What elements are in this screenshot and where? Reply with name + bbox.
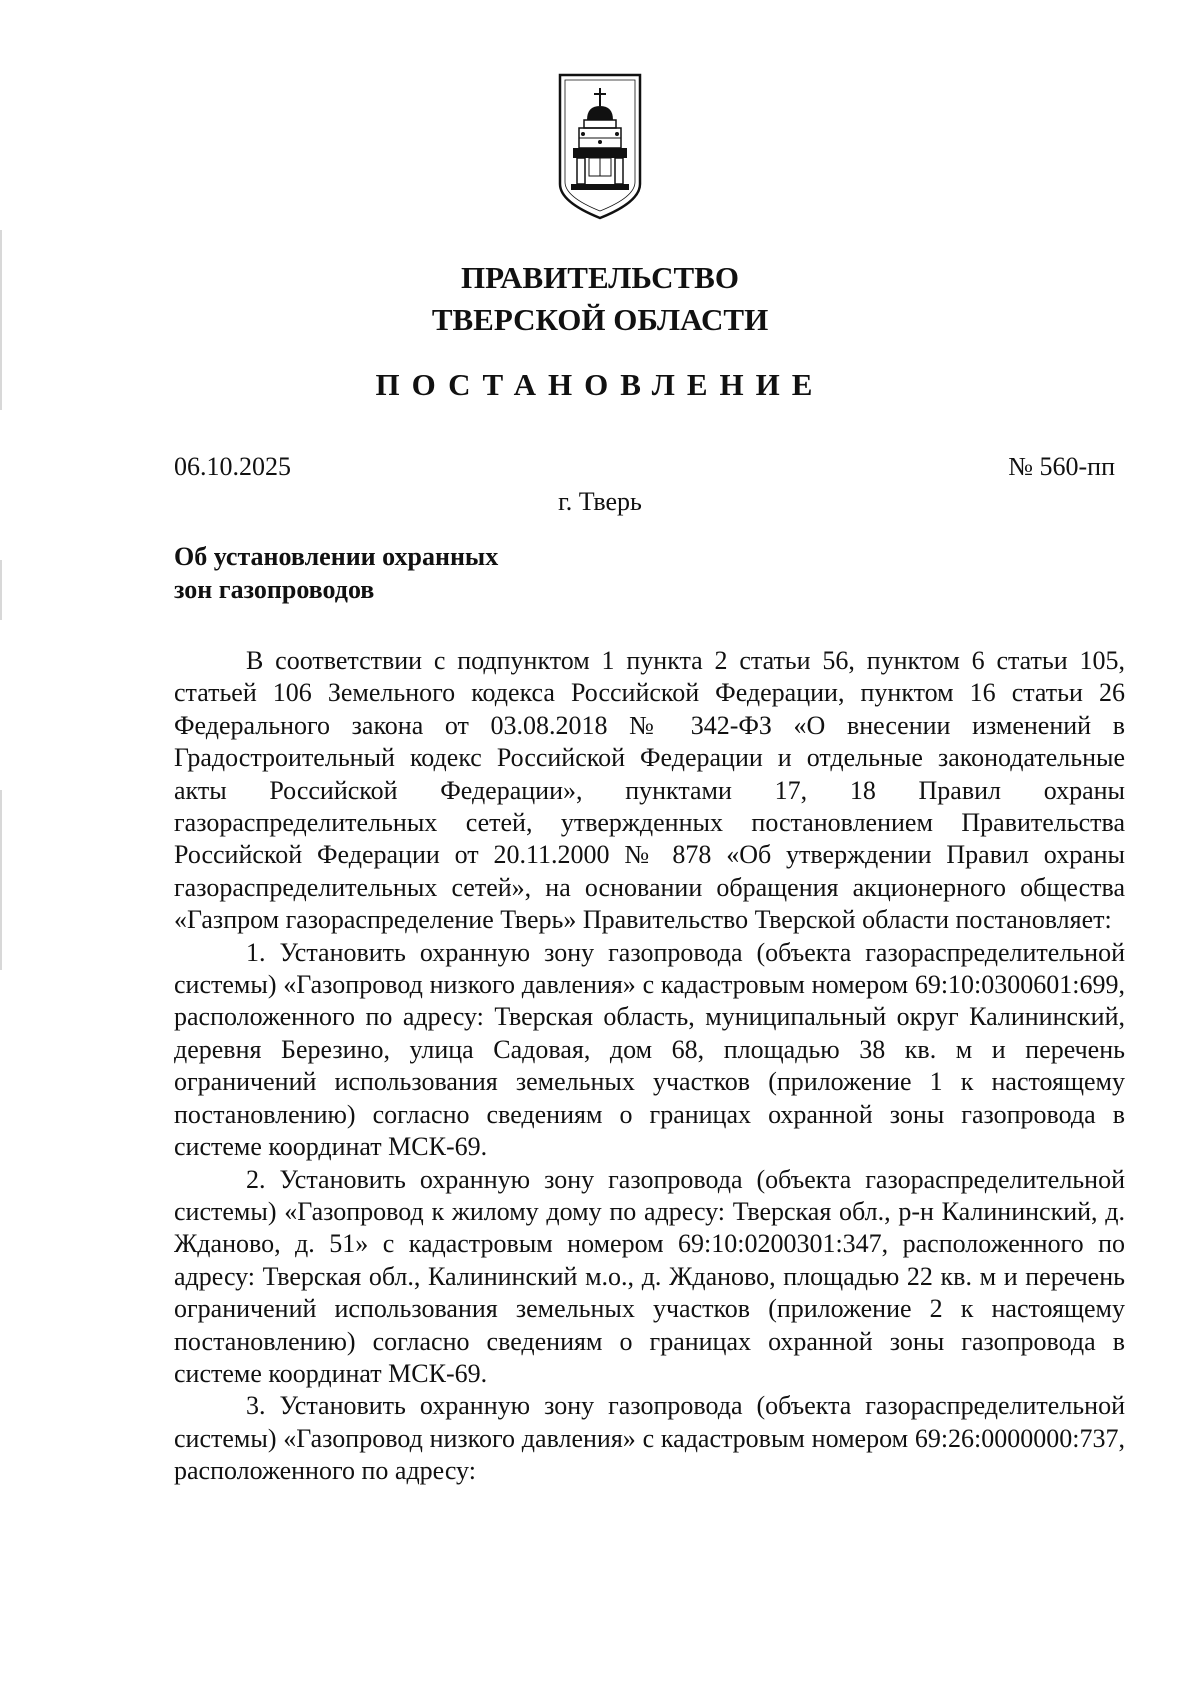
document-date: 06.10.2025 bbox=[174, 452, 291, 481]
clause-paragraph-1: 1. Установить охранную зону газопровода (объекта газораспределительной системы) «Газопровод низкого давления» с кадастровым номером 69:10:0300601:699, расположенного по адресу: Тверская область, муниципальный округ Калининский, деревня Березино, улица Садовая, дом 68, площадью 38 кв. м и перечень ограничений использования земельных участков (приложение 1 к настоящему постановлению) согласно сведениям о границах охранной зоны газопровода в системе координат МСК-69. bbox=[174, 937, 1125, 1162]
document-number: № 560-пп bbox=[1008, 452, 1115, 481]
org-title-line2: ТВЕРСКОЙ ОБЛАСТИ bbox=[431, 302, 769, 337]
scan-edge-mark bbox=[0, 790, 2, 970]
document-city: г. Тверь bbox=[558, 487, 642, 516]
subject-line2: зон газопроводов bbox=[174, 575, 375, 604]
clause-paragraph-3: 3. Установить охранную зону газопровода (объекта газораспределительной системы) «Газопровод низкого давления» с кадастровым номером 69:26:0000000:737, расположенного по адресу: bbox=[174, 1391, 1125, 1486]
scan-edge-mark bbox=[0, 560, 2, 620]
clause-paragraph-2: 2. Установить охранную зону газопровода (объекта газораспределительной системы) «Газопровод к жилому дому по адресу: Тверская обл., р-н Калининский, д. Жданово, д. 51» с кадастровым номером 69:10:0200301:347, расположенного по адресу: Тверская обл., Калининский м.о., д. Жданово, площадью 22 кв. м и перечень ограничений использования земельных участков (приложение 2 к настоящему постановлению) согласно сведениям о границах охранной зоны газопровода в системе координат МСК-69. bbox=[174, 1164, 1125, 1388]
document-subject bbox=[174, 540, 674, 606]
coat-of-arms-emblem bbox=[557, 72, 643, 222]
subject-line1: Об установлении охранных bbox=[174, 542, 499, 571]
org-title-line1: ПРАВИТЕЛЬСТВО bbox=[461, 260, 739, 295]
document-type-heading: ПОСТАНОВЛЕНИЕ bbox=[375, 367, 825, 402]
preamble-paragraph: В соответствии с подпунктом 1 пункта 2 статьи 56, пунктом 6 статьи 105, статьей 106 Земельного кодекса Российской Федерации, пунктом 16 статьи 26 Федерального закона от 03.08.2018 № 342-ФЗ «О внесении изменений в Градостроительный кодекс Российской Федерации и отдельные законодательные акты Российской Федерации», пунктами 17, 18 Правил охраны газораспределительных сетей, утвержденных постановлением Правительства Российской Федерации от 20.11.2000 № 878 «Об утверждении Правил охраны газораспределительных сетей», на основании обращения акционерного общества «Газпром газораспределение Тверь» Правительство Тверской области постановляет: bbox=[174, 646, 1125, 935]
document-body bbox=[174, 645, 1125, 1488]
